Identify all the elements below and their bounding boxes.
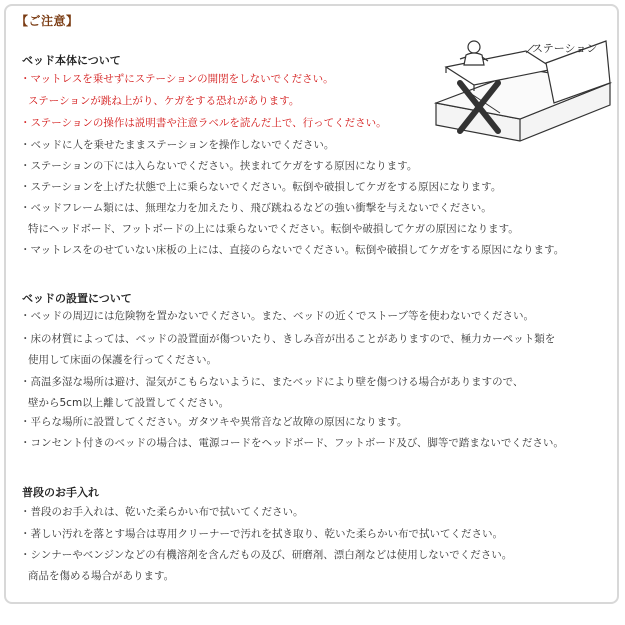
notice-line: ・ベッドの周辺には危険物を置かないでください。また、ベッドの近くでストーブ等を使わないでください。 <box>20 310 534 322</box>
notice-line: ・ベッドフレーム類には、無理な力を加えたり、飛び跳ねるなどの強い衝撃を与えないでください。 <box>20 202 492 214</box>
section-title-installation: ベッドの設置について <box>22 292 132 305</box>
notice-line: ・ベッドに人を乗せたままステーションを操作しないでください。 <box>20 139 335 151</box>
notice-line: ・高温多湿な場所は避け、湿気がこもらないように、またベッドにより壁を傷つける場合がありますので、 <box>20 376 524 388</box>
notice-line: ・コンセント付きのベッドの場合は、電源コードをヘッドボード、フットボード及び、脚等で踏まないでください。 <box>20 437 564 449</box>
notice-line: ・ステーションの下には入らないでください。挟まれてケガをする原因になります。 <box>20 160 418 172</box>
notice-header: 【ご注意】 <box>16 14 79 28</box>
section-title-care: 普段のお手入れ <box>22 486 99 499</box>
section-title-bed-body: ベッド本体について <box>22 54 121 67</box>
notice-line: ・マットレスをのせていない床板の上には、直接のらないでください。転倒や破損してケガをする原因になります。 <box>20 244 565 256</box>
station-label: ステーション <box>532 42 598 55</box>
notice-line: ・ステーションを上げた状態で上に乗らないでください。転倒や破損してケガをする原因になります。 <box>20 181 502 193</box>
notice-line: ・マットレスを乗せずにステーションの開閉をしないでください。 <box>20 73 334 85</box>
notice-line: 壁から5cm以上離して設置してください。 <box>28 397 230 409</box>
notice-line: ・床の材質によっては、ベッドの設置面が傷ついたり、きしみ音が出ることがありますので、極力カーペット類を <box>20 333 556 345</box>
notice-line: ・シンナーやベンジンなどの有機溶剤を含んだもの及び、研磨剤、漂白剤などは使用しないでください。 <box>20 549 513 561</box>
notice-line: ステーションが跳ね上がり、ケガをする恐れがあります。 <box>28 95 300 107</box>
notice-line: ・ステーションの操作は説明書や注意ラベルを読んだ上で、行ってください。 <box>20 117 387 129</box>
notice-line: ・普段のお手入れは、乾いた柔らかい布で拭いてください。 <box>20 506 304 518</box>
notice-line: ・平らな場所に設置してください。ガタツキや異常音など故障の原因になります。 <box>20 416 408 428</box>
notice-line: ・著しい汚れを落とす場合は専用クリーナーで汚れを拭き取り、乾いた柔らかい布で拭いてください。 <box>20 528 503 540</box>
notice-line: 特にヘッドボード、フットボードの上には乗らないでください。転倒や破損してケガの原因になります。 <box>28 223 519 235</box>
notice-line: 使用して床面の保護を行ってください。 <box>28 354 217 366</box>
notice-line: 商品を傷める場合があります。 <box>28 570 175 582</box>
